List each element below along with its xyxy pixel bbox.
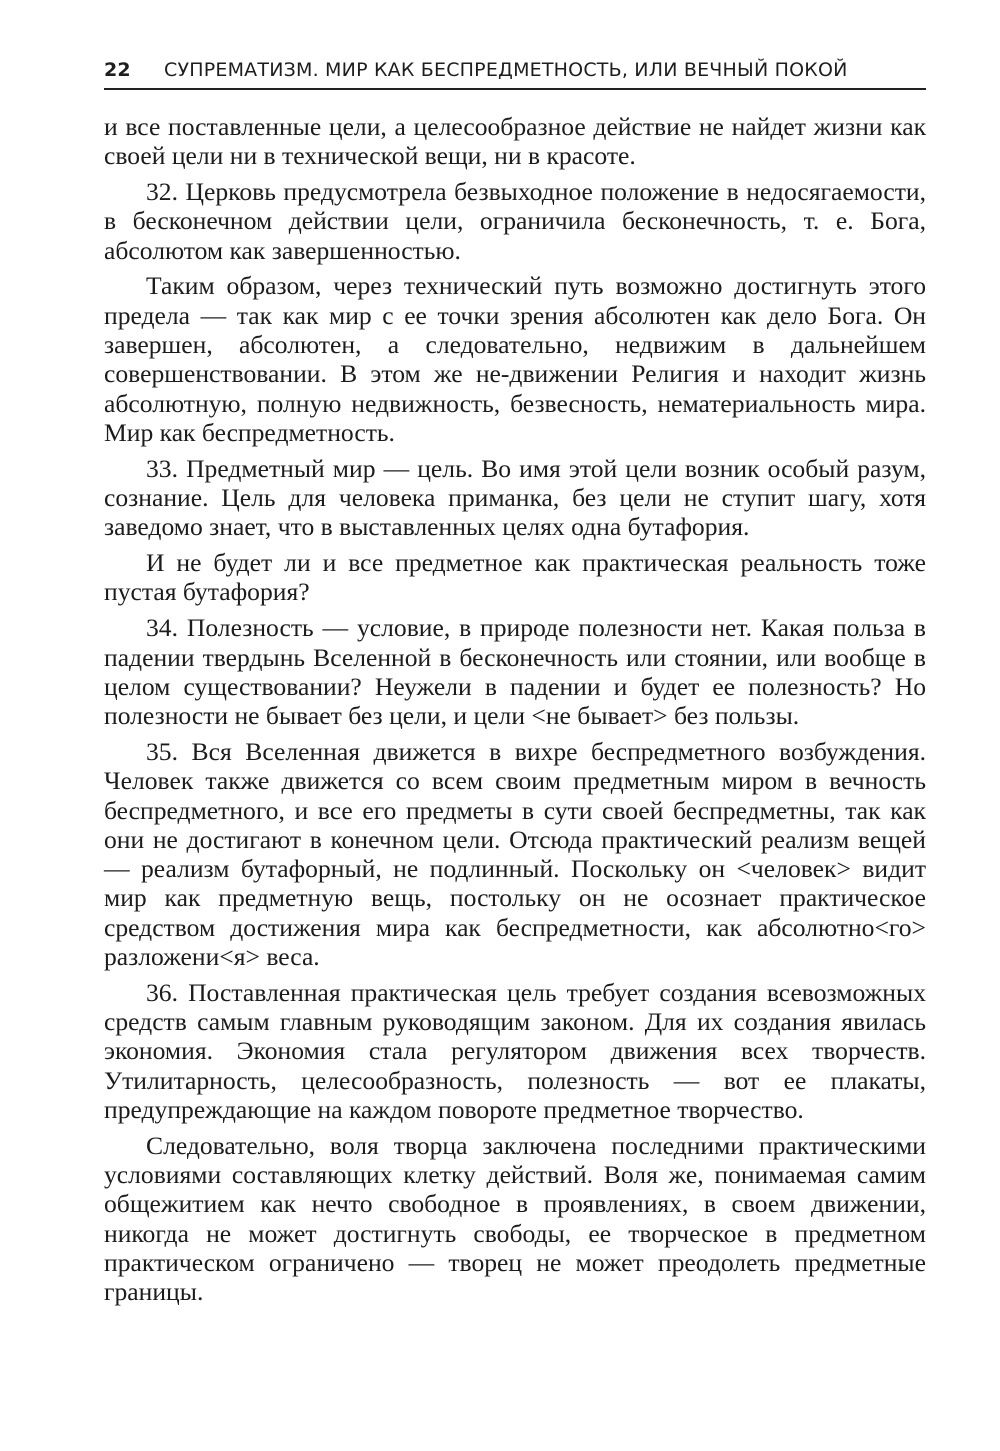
running-header: [104, 52, 926, 90]
page-body: [104, 112, 926, 1313]
paragraph-34: 34. Полезность — условие, в природе полезности нет. Какая польза в падении твердынь Вселенной в бесконечность или стоянии, или вообще в целом существовании? Неужели в падении и будет ее полезность? Но полезности не бывает без цели, и цели <не бывает> без пользы.: [104, 613, 926, 731]
paragraph-36: 36. Поставленная практическая цель требует создания всевозможных средств самым главным руководящим законом. Для их создания явилась экономия. Экономия стала регулятором движения всех творчеств. Утилитарность, целесообразность, полезность — вот ее плакаты, предупреждающие на каждом повороте предметное творчество.: [104, 977, 926, 1124]
paragraph: И не будет ли и все предметное как практическая реальность тоже пустая бутафория?: [104, 548, 926, 607]
paragraph-32: 32. Церковь предусмотрела безвыходное положение в недосягаемости, в бесконечном действии цели, ограничила бесконечность, т. е. Бога, абсолютом как завершенностью.: [104, 177, 926, 265]
page-number: 22: [104, 59, 131, 81]
paragraph-35: 35. Вся Вселенная движется в вихре беспредметного возбуждения. Человек также движется со всем своим предметным миром в вечность беспредметного, и все его предметы в сути своей беспредметны, так как они не достигают в конечном цели. Отсюда практический реализм вещей — реализм бутафорный, не подлинный. Поскольку он <человек> видит мир как предметную вещь, постольку он не осознает практическое средством достижения мира как беспредметности, как абсолютно<го> разложени<я> веса.: [104, 736, 926, 972]
paragraph-continuation: и все поставленные цели, а целесообразное действие не найдет жизни как своей цели ни в технической вещи, ни в красоте.: [104, 112, 926, 171]
paragraph: Следовательно, воля творца заключена последними практическими условиями составляющих клетку действий. Воля же, понимаемая самим общежитием как нечто свободное в проявлениях, в своем движении, никогда не может достигнуть свободы, ее творческое в предметном практическом ограничено — творец не может преодолеть предметные границы.: [104, 1130, 926, 1307]
running-title: СУПРЕМАТИЗМ. МИР КАК БЕСПРЕДМЕТНОСТЬ, ИЛИ ВЕЧНЫЙ ПОКОЙ: [164, 59, 848, 81]
paragraph: Таким образом, через технический путь возможно достигнуть этого предела — так как мир с ее точки зрения абсолютен как дело Бога. Он завершен, абсолютен, а следовательно, недвижим в дальнейшем совершенствовании. В этом же не-движении Религия и находит жизнь абсолютную, полную недвижность, безвесность, нематериальность мира. Мир как беспредметность.: [104, 271, 926, 447]
paragraph-33: 33. Предметный мир — цель. Во имя этой цели возник особый разум, сознание. Цель для человека приманка, без цели не ступит шагу, хотя заведомо знает, что в выставленных целях одна бутафория.: [104, 453, 926, 542]
